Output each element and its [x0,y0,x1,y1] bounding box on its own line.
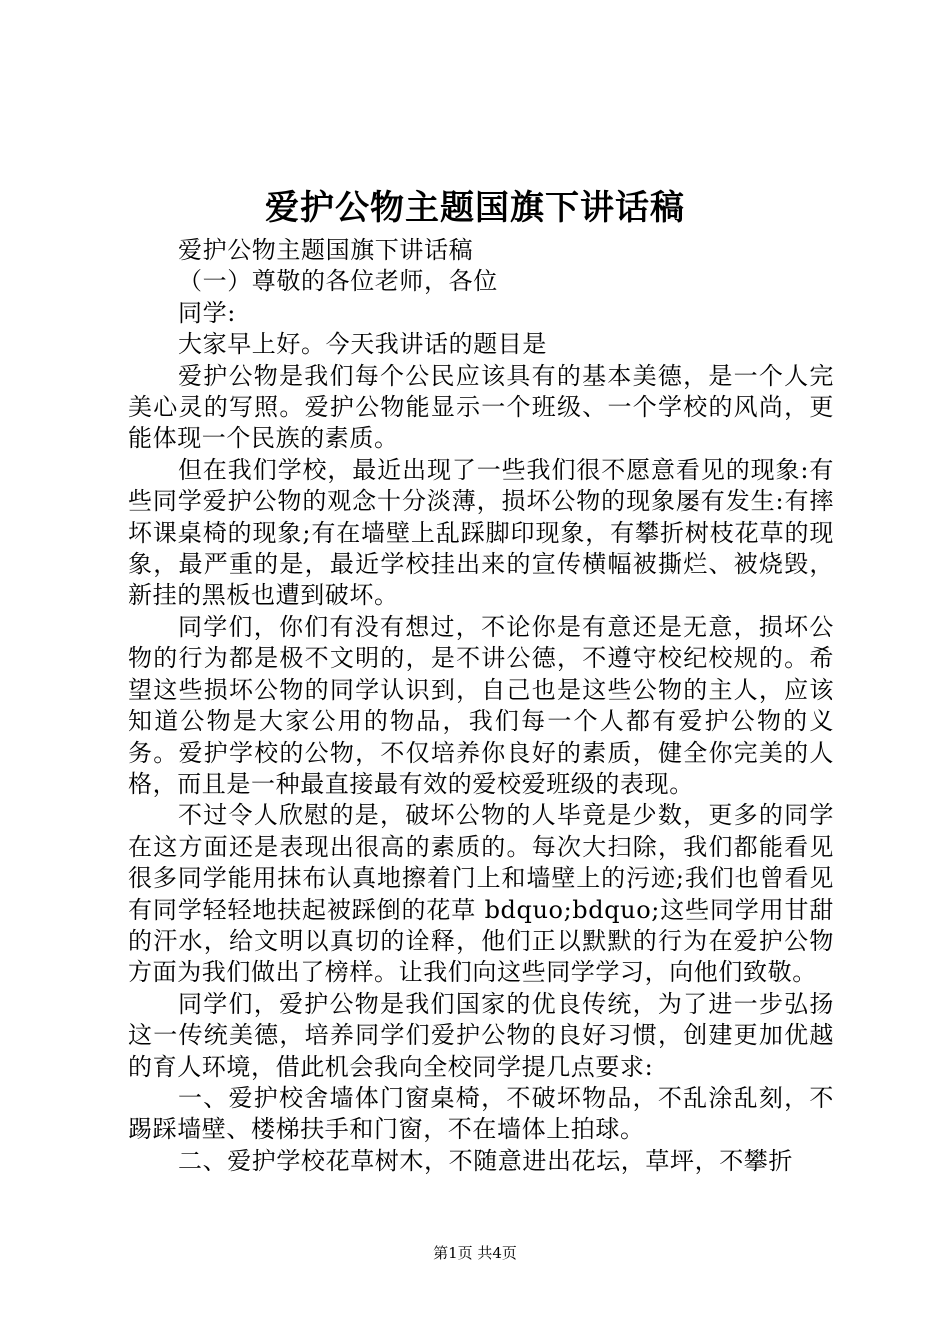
paragraph: 同学们，你们有没有想过，不论你是有意还是无意，损坏公物的行为都是极不文明的，是不讲公德，不遵守校纪校规的。希望这些损坏公物的同学认识到，自己也是这些公物的主人，应该知道公物是大家公用的物品，我们每一个人都有爱护公物的义务。爱护学校的公物，不仅培养你良好的素质，健全你完美的人格，而且是一种最直接最有效的爱校爱班级的表现。 [128,612,834,798]
paragraph: 爱护公物主题国旗下讲话稿 [178,236,474,264]
document-body [128,235,834,1177]
paragraph: 但在我们学校，最近出现了一些我们很不愿意看见的现象:有些同学爱护公物的观念十分淡薄，损坏公物的现象屡有发生:有摔坏课桌椅的现象;有在墙壁上乱踩脚印现象，有攀折树枝花草的现象，最严重的是，最近学校挂出来的宣传横幅被撕烂、被烧毁，新挂的黑板也遭到破坏。 [128,455,834,610]
paragraph: 同学们，爱护公物是我们国家的优良传统，为了进一步弘扬这一传统美德，培养同学们爱护公物的良好习惯，创建更加优越的育人环境，借此机会我向全校同学提几点要求: [128,989,834,1081]
paragraph: 大家早上好。今天我讲话的题目是 [178,330,547,359]
document-title: 爱护公物主题国旗下讲话稿 [265,188,685,228]
paragraph: 爱护公物是我们每个公民应该具有的基本美德，是一个人完美心灵的写照。爱护公物能显示一个班级、一个学校的风尚，更能体现一个民族的素质。 [128,361,834,453]
page-footer: 第1页 共4页 [433,1244,517,1262]
paragraph: 同学: [178,298,236,327]
paragraph: 一、爱护校舍墙体门窗桌椅，不破坏物品，不乱涂乱刻，不踢踩墙壁、楼梯扶手和门窗，不在墙体上拍球。 [128,1083,834,1144]
paragraph: （一）尊敬的各位老师，各位 [178,267,498,296]
paragraph: 不过令人欣慰的是，破坏公物的人毕竟是少数，更多的同学在这方面还是表现出很高的素质的。每次大扫除，我们都能看见很多同学能用抹布认真地擦着门上和墙壁上的污迹;我们也曾看见有同学轻轻地扶起被踩倒的花草 bdquo;bdquo;这些同学用甘甜的汗水，给文明以真切的诠释，他们正以默默的行为在爱护公物方面为我们做出了榜样。让我们向这些同学学习，向他们致敬。 [128,801,834,987]
paragraph: 二、爱护学校花草树木，不随意进出花坛，草坪，不攀折 [178,1146,793,1175]
